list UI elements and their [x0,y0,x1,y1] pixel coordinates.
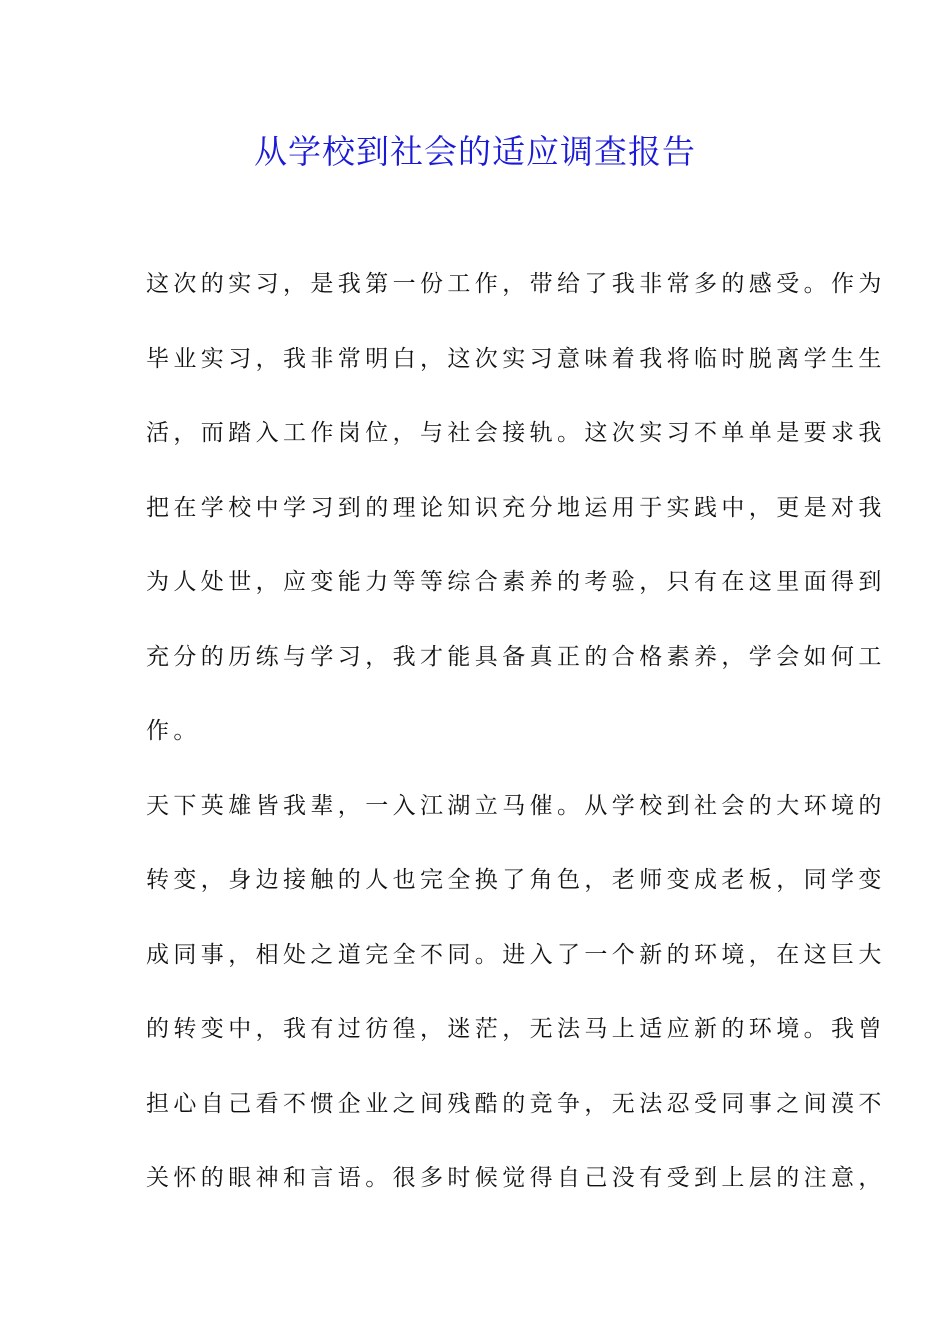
paragraph-2-line-6: 关怀的眼神和言语。很多时候觉得自己没有受到上层的注意， [146,1165,886,1191]
paragraph-1-line-5: 为人处世，应变能力等等综合素养的考验，只有在这里面得到 [146,569,886,595]
paragraph-2-line-2: 转变，身边接触的人也完全换了角色，老师变成老板，同学变 [146,867,886,893]
paragraph-1-line-1: 这次的实习，是我第一份工作，带给了我非常多的感受。作为 [146,271,886,297]
paragraph-1-line-6: 充分的历练与学习，我才能具备真正的合格素养，学会如何工 [146,644,886,670]
paragraph-2-line-5: 担心自己看不惯企业之间残酷的竞争，无法忍受同事之间漠不 [146,1091,886,1117]
paragraph-1-line-3: 活，而踏入工作岗位，与社会接轨。这次实习不单单是要求我 [146,420,886,446]
paragraph-1-line-4: 把在学校中学习到的理论知识充分地运用于实践中，更是对我 [146,495,886,521]
paragraph-2-line-4: 的转变中，我有过彷徨，迷茫，无法马上适应新的环境。我曾 [146,1016,886,1042]
paragraph-1-line-2: 毕业实习，我非常明白，这次实习意味着我将临时脱离学生生 [146,346,886,372]
paragraph-1-line-7: 作。 [146,718,201,744]
paragraph-2-line-1: 天下英雄皆我辈，一入江湖立马催。从学校到社会的大环境的 [146,793,886,819]
document-title: 从学校到社会的适应调查报告 [254,132,696,171]
paragraph-2-line-3: 成同事，相处之道完全不同。进入了一个新的环境，在这巨大 [146,942,886,968]
